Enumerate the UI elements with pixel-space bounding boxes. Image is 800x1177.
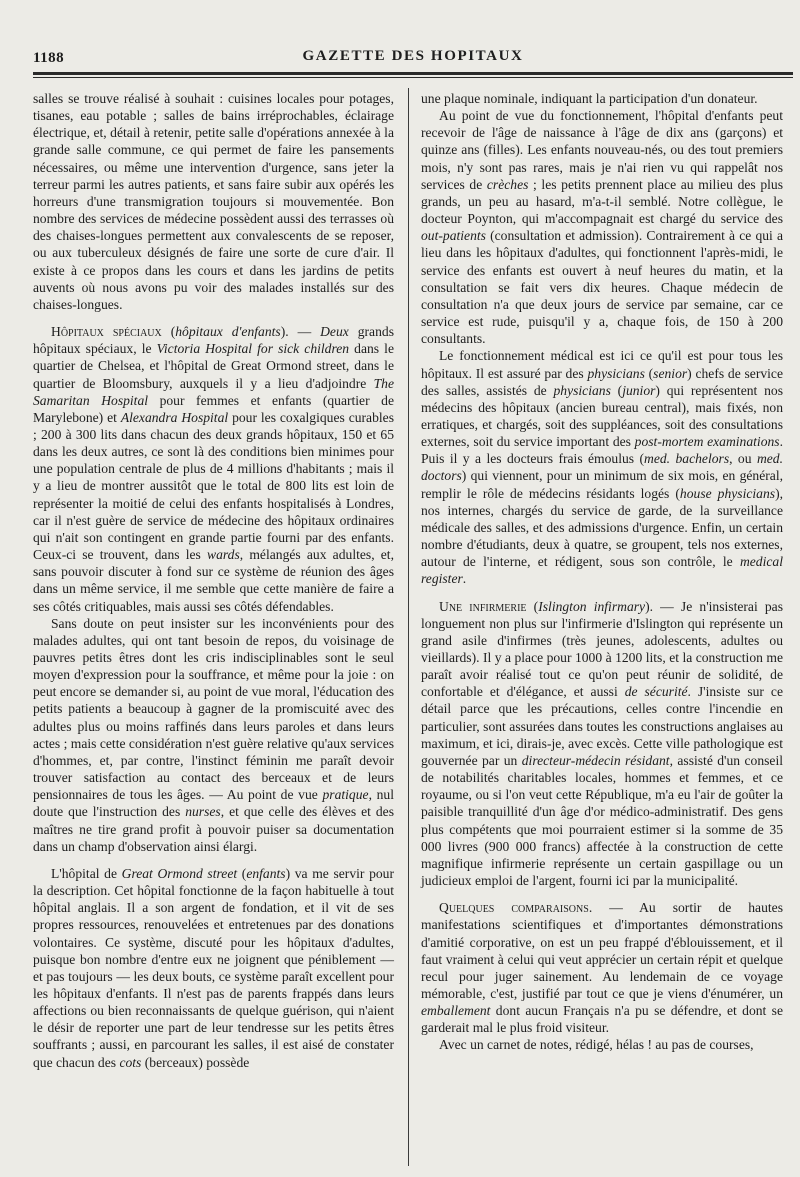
- text-run: ) chefs de service des salles, assistés de: [421, 365, 784, 398]
- text-run: ), nos internes, chargés du service de garde, de la surveillance médicale des salles, et des admissions d'urgence. Enfin, un certain nombre d'étudiants, deux à quatre, se groupent, tels nos externes, autour de l'interne, et rédigent, sous son contrôle, le: [421, 485, 783, 570]
- text-run: L'hôpital de: [51, 865, 122, 881]
- text-run: dans le quartier de Chelsea, et l'hôpital de Great Ormond street, dans le quartier de Bloomsbury, auxquels il y a lieu d'adjoindre: [33, 341, 394, 391]
- header-rule-thin: [33, 77, 793, 78]
- text-run: ) va me servir pour la description. Cet hôpital fonctionne de la façon habituelle à tout hôpital anglais. Il a son argent de fondation, et il vit de ses propres ressources, renouvelées et entretenues par des donations volontaires. Ce système, discuté pour les hôpitaux d'adultes, puisque bon nombre d'entre eux ne joignent que péniblement — et pas toujours — les deux bouts, ce système paraît excellent pour les hôpitaux d'enfants. Il n'est pas de parents frappés dans leurs affections ou bien reconnaissants de quelque guérison, qui n'aient le désir de reporter une part de leur tendresse sur les petits êtres souffrants ; aussi, en parcourant les salles, il est aisé de constater que chacun des: [33, 865, 394, 1070]
- italic-run: physicians: [553, 382, 611, 398]
- paragraph: une plaque nominale, indiquant la participation d'un donateur.: [421, 91, 758, 106]
- paragraph-comparaisons: [421, 899, 783, 1036]
- text-run: Sans doute on peut insister sur les inconvénients pour des malades adultes, qui ont tant besoin de repos, du voisinage de pauvres petits êtres dont les cris indisciplinables sont le seul moyen d'expression pour la souffrance, et même pour la joie : on peut encore se demander si, au point de vue moral, l'éducation des petits patients a beaucoup à gagner de la promiscuité avec des adultes plus ou moins raffinés dans leurs paroles et dans leurs actes ; mais cette considération n'est guère relative qu'aux services d'hommes, et, par contre, l'instinct féminin me paraît devoir trouver satisfaction au contact des berceaux et de leurs pensionnaires de tous les âges. — Au point de vue: [33, 615, 394, 803]
- italic-run: pratique: [322, 787, 369, 803]
- running-title: GAZETTE DES HOPITAUX: [302, 48, 524, 64]
- section-lead: Hôpitaux spéciaux: [51, 324, 162, 340]
- text-run: . J'insiste sur ce détail parce que les précautions, celles contre l'incendie en particulier, sont assurées dans toutes les constructions anglaises au maximum, et ici, dirais-je, avec excès. Cette ville pathologique est gouvernée par un: [421, 684, 783, 768]
- paragraph: [33, 615, 394, 855]
- italic-run: nurses: [185, 804, 221, 820]
- italic-run: directeur-médecin résidant: [521, 752, 670, 768]
- header-rule-thick: [33, 72, 793, 75]
- text-run: ) qui viennent, pour un minimum de six mois, en général, remplir le rôle de médecins résidants logés (: [421, 468, 783, 501]
- italic-run: physicians: [587, 365, 645, 381]
- italic-run: house physicians: [679, 485, 776, 501]
- text-run: .: [462, 571, 467, 587]
- text-run: . —: [285, 324, 321, 340]
- paragraph-hopitaux-speciaux: Hôpitaux spéciaux (hôpitaux d'enfants). — Deux grands hôpitaux spéciaux, le Victoria Hospital for sick children dans le quartier de Chelsea, et l'hôpital de Great Ormond street, dans le quartier de Bloomsbury, auxquels il y a lieu d'adjoindre The Samaritan Hospital pour femmes et enfants (quartier de Marylebone) et Alexandra Hospital pour les coxalgiques curables ; 200 à 300 lits dans chacun des deux grands hôpitaux, 150 et 65 dans les deux autres, ce sont là des conditions bien minimes pour une population centrale de plus de 4 millions d'habitants ; mais il y a lieu de montrer aussitôt que le total de 800 lits est loin de représenter la moitié de celui des enfants hospitalisés à Londres, car il n'est guère de service de médecine des hôpitaux ordinaires qui n'ait son contingent en grande partie fourni par des enfants. Ceux-ci se trouvent, dans les wards, mélangés aux adultes, et, sans pouvoir discuter à fond sur ce système de réunion des âges dans un même service, il me semble que cette manière de faire a ses côtés critiquables, mais aussi ses côtés défendables.: [33, 324, 394, 614]
- italic-run: medical register: [421, 554, 783, 587]
- section-lead-parenthetical: hôpitaux d'enfants: [175, 324, 281, 340]
- page-header: [33, 44, 793, 68]
- text-run: , mélangés aux adultes, et, sans pouvoir discuter à fond sur ce système de réunion des âges dans un même service, il me semble que cette manière de faire a ses côtés critiquables, mais aussi ses côtés défendables.: [33, 547, 394, 614]
- text-run: grands hôpitaux spéciaux, le: [33, 324, 394, 357]
- italic-run: Islington infirmary: [538, 598, 646, 614]
- italic-run: med. bachelors: [644, 451, 730, 467]
- italic-run: The Samaritan Hospital: [33, 375, 394, 408]
- italic-run: senior: [653, 365, 688, 381]
- italic-run: crèches: [486, 176, 529, 192]
- paragraph: Avec un carnet de notes, rédigé, hélas ! au pas de courses,: [439, 1037, 754, 1053]
- paragraph-great-ormond: [33, 865, 394, 1071]
- italic-run: Victoria Hospital for sick children: [156, 341, 350, 357]
- text-run: . — Je n'insisterai pas longuement non plus sur l'infirmerie d'Islington qui représente un grand asile d'infirmes (très jeunes, adolescents, adultes ou vieillards). Il y a place pour 1000 à 1200 lits, et la construction me paraît avoir réalisé tout ce qu'on peut réunir de solidité, de confortable et d'élégance, et aussi: [421, 598, 783, 700]
- text-run: pour femmes et enfants (quartier de Marylebone) et: [33, 392, 394, 425]
- italic-run: wards: [207, 547, 240, 563]
- text-run: (consultation et admission). Contrairement à ce qui a lieu dans les hôpitaux d'adultes, qui fonctionnent l'après-midi, le service des enfants est ouvert à neuf heures du matin, et la consultation se fait vers dix heures. Chaque médecin de consultation n'a que deux jours de service par semaine, car ce service est rude, puisqu'il y a, chaque fois, de 150 à 200 consultants.: [421, 228, 783, 347]
- italic-run: out-patients: [421, 228, 486, 244]
- italic-run: Great Ormond street: [121, 865, 238, 881]
- section-lead: Une infirmerie: [439, 598, 527, 614]
- text-run: , assisté d'un conseil de notabilités charitables locales, hommes et femmes, et ce royaume, ou si l'on veut cette République, m'a eu l'air de goûter la paisible tranquillité d'un âge d'or médico-administratif. Des gens plus compétents que moi pourraient estimer si la somme de 35 000 livres (900 000 francs) affectée à la construction de cette magnifique infirmerie représente un certain gaspillage ou un judicieux emploi de l'argent, fourni ici par la municipalité.: [421, 752, 783, 889]
- text-run: (: [237, 865, 247, 881]
- italic-run: post-mortem examinations: [634, 434, 780, 450]
- text-run: ; les petits prennent place au milieu des plus grands, un peu au hasard, m'a-t-il semblé. Notre collègue, le docteur Poynton, qui m'accompagnait est chargé du service des: [421, 176, 783, 227]
- text-run: . — Au sortir de hautes manifestations scientifiques et d'importantes démonstrations d'amitié corporative, on est un peu frappé d'éblouissement, et il faut vraiment à celui qui veut apprécier un certain répit et quelque recul pour juger sainement. Au lendemain de ce voyage mémorable, c'est, justifié par tout ce que je viens d'énumérer, un: [421, 900, 783, 1001]
- italic-run: de sécurité: [624, 684, 688, 700]
- text-run: , nul doute que l'instruction des: [33, 787, 395, 820]
- italic-run: cots: [119, 1054, 142, 1070]
- text-run: Le fonctionnement médical est ici ce qu'il est pour tous les hôpitaux. Il est assuré par des: [421, 348, 783, 381]
- paragraph-fonctionnement-medical: [421, 347, 783, 587]
- page-number: 1188: [33, 50, 65, 66]
- italic-run: emballement: [421, 1003, 491, 1019]
- italic-run: enfants: [246, 865, 286, 881]
- text-run: dont aucun Français n'a pu se défendre, et dont se garderait mal le plus froid visiteur.: [421, 1003, 783, 1036]
- paragraph-infirmerie: Une infirmerie (Islington infirmary). — Je n'insisterai pas longuement non plus sur l'infirmerie d'Islington qui représente un grand asile d'infirmes (très jeunes, adolescents, adultes ou vieillards). Il y a place pour 1000 à 1200 lits, et la construction me paraît avoir réalisé tout ce qu'on peut réunir de solidité, de confortable et d'élégance, et aussi de sécurité. J'insiste sur ce détail parce que les précautions, celles contre l'incendie en particulier, sont assurées dans toutes les constructions anglaises au maximum, et ici, dirais-je, avec excès. Cette ville pathologique est gouvernée par un directeur-médecin résidant, assisté d'un conseil de notabilités charitables locales, hommes et femmes, et ce royaume, ou si l'on veut cette République, m'a eu l'air de goûter la paisible tranquillité d'un âge d'or médico-administratif. Des gens plus compétents que moi pourraient estimer si la somme de 35 000 livres (900 000 francs) affectée à la construction de cette magnifique infirmerie représente un certain gaspillage ou un judicieux emploi de l'argent, fourni ici par la municipalité.: [421, 598, 783, 889]
- italic-run: junior: [622, 382, 656, 398]
- column-divider: [408, 88, 409, 1166]
- italic-run: med. doctors: [421, 451, 783, 484]
- text-run: (: [610, 382, 623, 398]
- text-run: pour les coxalgiques curables ; 200 à 300 lits dans chacun des deux grands hôpitaux, 150 et 65 dans les deux autres, ce sont là des conditions bien minimes pour une population centrale de plus de 4 millions d'habitants ; mais il y a lieu de montrer aussitôt que le total de 800 lits est loin de représenter la moitié de celui des enfants hospitalisés à Londres, car il n'est guère de service de médecine des hôpitaux ordinaires qui n'ait son contingent en grande partie fourni par des enfants. Ceux-ci se trouvent, dans les: [33, 409, 394, 563]
- text-run: (berceaux) possède: [141, 1054, 250, 1070]
- paragraph-fonctionnement: [421, 107, 783, 347]
- text-run: . Puis il y a les docteurs frais émoulus (: [421, 434, 783, 467]
- text-run: Au point de vue du fonctionnement, l'hôpital d'enfants peut recevoir de l'âge de naissance à l'âge de dix ans (garçons) et quinze ans (filles). Les enfants nouveau-nés, ou des tout premiers mois, n'y sont pas rares, mais je n'ai rien vu qui rappelât nos services de: [421, 108, 783, 192]
- right-column: [421, 90, 783, 1054]
- section-lead: Quelques comparaisons: [439, 900, 589, 916]
- text-run: , et que celle des élèves et des maîtres ne tire grand profit à pouvoir puiser sa documentation dans un champ d'observation ainsi élargi.: [33, 804, 394, 854]
- italic-run: Alexandra Hospital: [120, 409, 229, 425]
- paragraph: salles se trouve réalisé à souhait : cuisines locales pour potages, tisanes, eau potable ; salles de bains irréprochables, éclairage électrique, et, détail à retenir, petite salle d'opérations annexée à la grande salle commune, ce qui permet de faire les pansements nécessaires, ou même une intervention d'urgence, sans jeter la terreur parmi les autres patients, et sans faire subir aux opérés les horreurs d'une transmigration toujours si mouvementée. Bon nombre des services de médecine possèdent aussi des terrasses où des chaises-longues permettent aux convalescents de se reposer, ou aux tuberculeux désignés de faire une sorte de cure d'air. Il existe à ce propos dans les cours et dans les jardins de petits auvents où nous avons pu voir des malades installés sur des chaises-longues.: [33, 91, 394, 312]
- left-column: [33, 90, 394, 1071]
- text-run: , ou: [729, 451, 757, 467]
- text-run: (: [644, 365, 654, 381]
- italic-run: Deux: [320, 324, 349, 340]
- text-run: ) qui représentent nos médecins des hôpitaux (ancien bureau central), mais fixés, non erratiques, et chargés, soit des suppléances, soit des consultations externes, soit du service important des: [421, 382, 783, 450]
